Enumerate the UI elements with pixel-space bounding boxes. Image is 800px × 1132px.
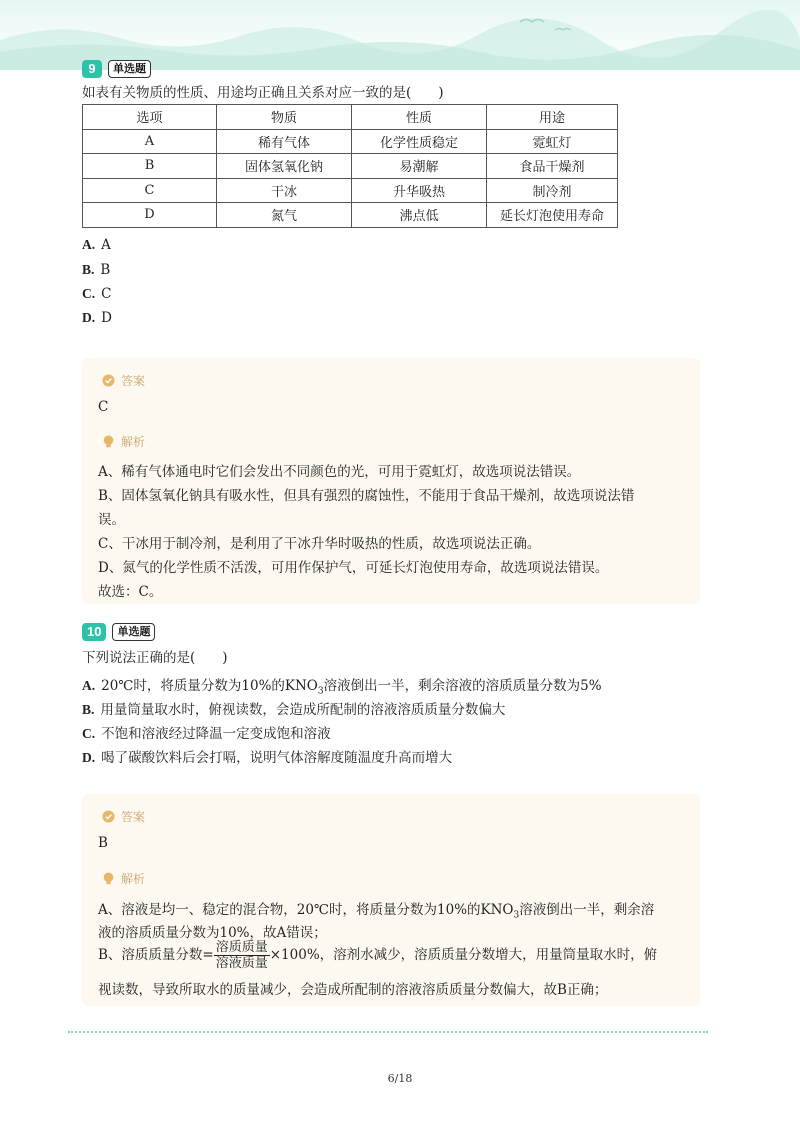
table-cell: A bbox=[83, 129, 217, 154]
page-number: 6/18 bbox=[387, 1072, 413, 1085]
table-cell: 制冷剂 bbox=[487, 178, 618, 203]
table-cell: 霓虹灯 bbox=[487, 129, 618, 154]
table-header-row bbox=[83, 105, 618, 130]
question-number: 9 bbox=[82, 60, 102, 78]
table-row bbox=[83, 129, 618, 154]
question-10-stem: 下列说法正确的是( ) bbox=[82, 650, 228, 666]
explanation-line: 视读数，导致所取水的质量减少，会造成所配制的溶液溶质质量分数偏大，故B正确； bbox=[98, 982, 608, 998]
answer-label: 答案 bbox=[121, 810, 146, 824]
fraction-denominator: 溶液质量 bbox=[215, 956, 268, 971]
option-text: 喝了碳酸饮料后会打嗝，说明气体溶解度随温度升高而增大 bbox=[101, 750, 453, 766]
question-type-badge: 单选题 bbox=[112, 623, 155, 641]
answer-tag bbox=[102, 808, 145, 825]
option-letter: B. bbox=[82, 262, 95, 277]
question-number: 10 bbox=[82, 623, 106, 641]
option-letter: C. bbox=[82, 726, 96, 741]
option-text: C bbox=[101, 286, 112, 302]
subscript: 3 bbox=[513, 910, 520, 921]
explanation-line: D、氮气的化学性质不活泼，可用作保护气，可延长灯泡使用寿命，故选项说法错误。 bbox=[98, 560, 609, 576]
lightbulb-icon bbox=[102, 872, 115, 886]
explanation-tag bbox=[102, 870, 145, 887]
explanation-line: 液的溶质质量分数为10%，故A错误； bbox=[98, 925, 327, 941]
explanation-line bbox=[98, 940, 657, 971]
check-badge-icon bbox=[102, 810, 115, 823]
table-cell: C bbox=[83, 178, 217, 203]
table-header: 选项 bbox=[83, 105, 217, 130]
explanation-text-part: 溶液倒出一半，剩余溶 bbox=[519, 902, 655, 918]
table-cell: 固体氢氧化钠 bbox=[217, 154, 352, 179]
option-text: 用量筒量取水时，俯视读数，会造成所配制的溶液溶质质量分数偏大 bbox=[100, 702, 506, 718]
question-9-header bbox=[82, 60, 151, 78]
footer-divider bbox=[68, 1031, 708, 1033]
question-9-answer-box bbox=[82, 358, 700, 604]
answer-tag bbox=[102, 372, 145, 389]
option-text bbox=[101, 678, 602, 697]
option-letter: D. bbox=[82, 750, 96, 765]
lightbulb-icon bbox=[102, 435, 115, 449]
explanation-text-part: ×100%，溶剂水减少，溶质质量分数增大，用量筒量取水时，俯 bbox=[269, 947, 658, 963]
answer-value: B bbox=[98, 835, 108, 851]
table-cell: B bbox=[83, 154, 217, 179]
option-b[interactable] bbox=[82, 262, 110, 278]
option-d[interactable] bbox=[82, 746, 452, 766]
answer-label: 答案 bbox=[121, 374, 146, 388]
option-text-part: 20℃时，将质量分数为10%的KNO bbox=[101, 678, 318, 694]
table-header: 用途 bbox=[487, 105, 618, 130]
option-letter: C. bbox=[82, 286, 96, 301]
explanation-line bbox=[98, 898, 654, 921]
table-cell: 沸点低 bbox=[352, 203, 487, 228]
question-9-table bbox=[82, 104, 618, 228]
answer-value: C bbox=[98, 399, 109, 415]
question-10-header bbox=[82, 623, 155, 641]
explanation-text-part: A、溶液是均一、稳定的混合物，20℃时，将质量分数为10%的KNO bbox=[98, 902, 514, 918]
table-cell: 氮气 bbox=[217, 203, 352, 228]
option-d[interactable] bbox=[82, 310, 112, 326]
option-letter: D. bbox=[82, 310, 96, 325]
table-cell: D bbox=[83, 203, 217, 228]
table-cell: 干冰 bbox=[217, 178, 352, 203]
explanation-text-part: B、溶质质量分数= bbox=[98, 947, 214, 963]
explanation-line: B、固体氢氧化钠具有吸水性，但具有强烈的腐蚀性，不能用于食品干燥剂，故选项说法错 bbox=[98, 488, 635, 504]
option-a[interactable] bbox=[82, 674, 602, 697]
table-cell: 易潮解 bbox=[352, 154, 487, 179]
option-text: B bbox=[100, 262, 111, 278]
table-cell: 食品干燥剂 bbox=[487, 154, 618, 179]
fraction-numerator: 溶质质量 bbox=[215, 940, 268, 955]
explanation-line: A、稀有气体通电时它们会发出不同颜色的光，可用于霓虹灯，故选项说法错误。 bbox=[98, 464, 581, 480]
option-text-part: 溶液倒出一半，剩余溶液的溶质质量分数为5% bbox=[323, 678, 602, 694]
table-header: 性质 bbox=[352, 105, 487, 130]
option-b[interactable] bbox=[82, 698, 505, 718]
explanation-line: C、干冰用于制冷剂，是利用了干冰升华时吸热的性质，故选项说法正确。 bbox=[98, 536, 541, 552]
option-letter: A. bbox=[82, 237, 96, 252]
table-row bbox=[83, 203, 618, 228]
explanation-label: 解析 bbox=[121, 435, 146, 449]
table-cell: 升华吸热 bbox=[352, 178, 487, 203]
option-c[interactable] bbox=[82, 286, 111, 302]
question-10-answer-box bbox=[82, 794, 700, 1006]
option-a[interactable] bbox=[82, 237, 111, 253]
table-cell: 稀有气体 bbox=[217, 129, 352, 154]
table-header: 物质 bbox=[217, 105, 352, 130]
check-badge-icon bbox=[102, 374, 115, 387]
explanation-line: 误。 bbox=[98, 512, 125, 528]
question-9-stem: 如表有关物质的性质、用途均正确且关系对应一致的是( ) bbox=[82, 85, 444, 101]
table-row bbox=[83, 154, 618, 179]
explanation-line: 故选：C。 bbox=[98, 584, 163, 600]
question-type-badge: 单选题 bbox=[108, 60, 151, 78]
explanation-label: 解析 bbox=[121, 872, 146, 886]
option-c[interactable] bbox=[82, 722, 331, 742]
option-text: 不饱和溶液经过降温一定变成饱和溶液 bbox=[101, 726, 331, 742]
table-cell: 化学性质稳定 bbox=[352, 129, 487, 154]
option-text: D bbox=[101, 310, 112, 326]
table-cell: 延长灯泡使用寿命 bbox=[487, 203, 618, 228]
option-letter: A. bbox=[82, 678, 96, 693]
fraction bbox=[214, 940, 270, 971]
subscript: 3 bbox=[317, 686, 324, 697]
table-row bbox=[83, 178, 618, 203]
option-letter: B. bbox=[82, 702, 95, 717]
option-text: A bbox=[101, 237, 111, 253]
explanation-tag bbox=[102, 433, 145, 450]
